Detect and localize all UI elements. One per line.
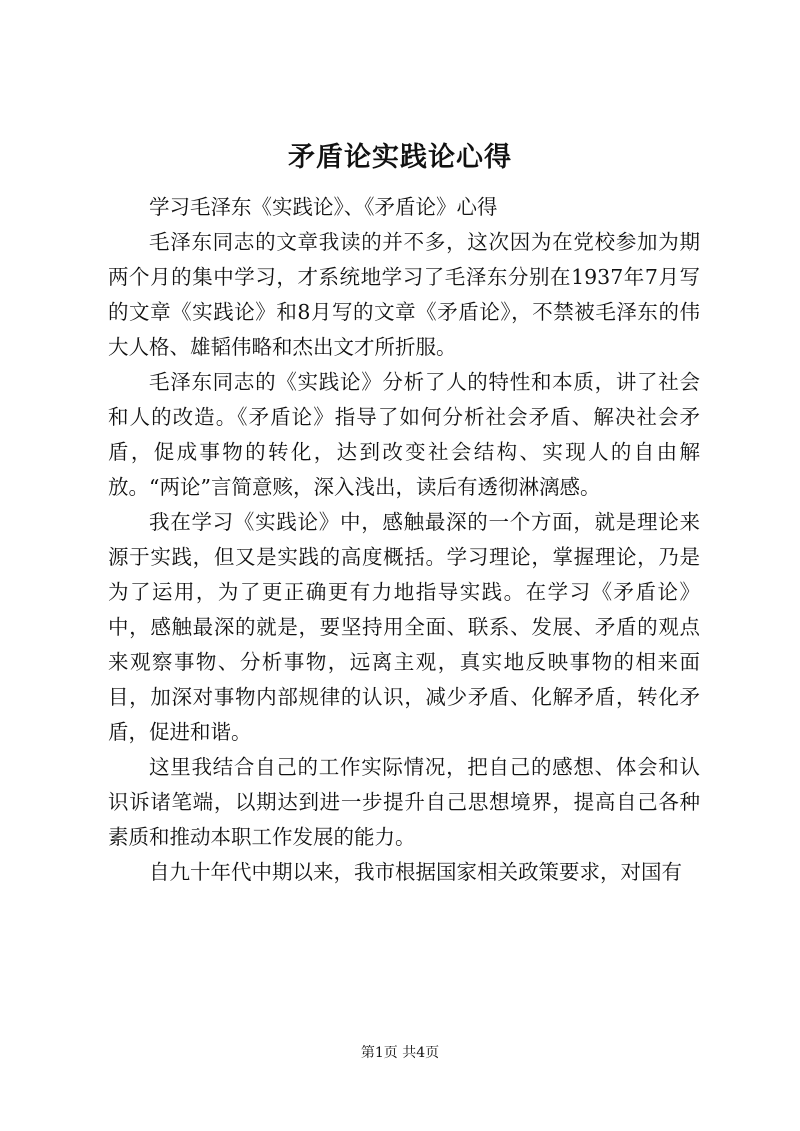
- paragraph-application: 这里我结合自己的工作实际情况，把自己的感想、体会和认识诉诸笔端，以期达到进一步提升自己思想境界，提高自己各种素质和推动本职工作发展的能力。: [108, 755, 700, 849]
- paragraph-reflection: 我在学习《实践论》中，感触最深的一个方面，就是理论来源于实践，但又是实践的高度概括。学习理论，掌握理论，乃是为了运用，为了更正确更有力地指导实践。在学习《矛盾论》中，感触最深的就是，要坚持用全面、联系、发展、矛盾的观点来观察事物、分析事物，远离主观，真实地反映事物的相来面目，加深对事物内部规律的认识，减少矛盾、化解矛盾，转化矛盾，促进和谐。: [108, 510, 700, 744]
- document-body: [108, 190, 700, 890]
- document-title: 矛盾论实践论心得: [288, 142, 512, 173]
- paragraph-analysis: 毛泽东同志的《实践论》分析了人的特性和本质，讲了社会和人的改造。《矛盾论》指导了如何分析社会矛盾、解决社会矛盾，促成事物的转化，达到改变社会结构、实现人的自由解放。“两论”言简意赅，深入浅出，读后有透彻淋漓感。: [108, 370, 700, 499]
- paragraph-continuation: 自九十年代中期以来，我市根据国家相关政策要求，对国有: [149, 860, 682, 884]
- paragraph-subtitle: 学习毛泽东《实践论》、《矛盾论》心得: [149, 195, 498, 219]
- paragraph-intro: 毛泽东同志的文章我读的并不多，这次因为在党校参加为期两个月的集中学习，才系统地学习了毛泽东分别在1937年7月写的文章《实践论》和8月写的文章《矛盾论》，不禁被毛泽东的伟大人格、雄韬伟略和杰出文才所折服。: [108, 230, 700, 359]
- page-footer: 第1页 共4页: [360, 1045, 440, 1061]
